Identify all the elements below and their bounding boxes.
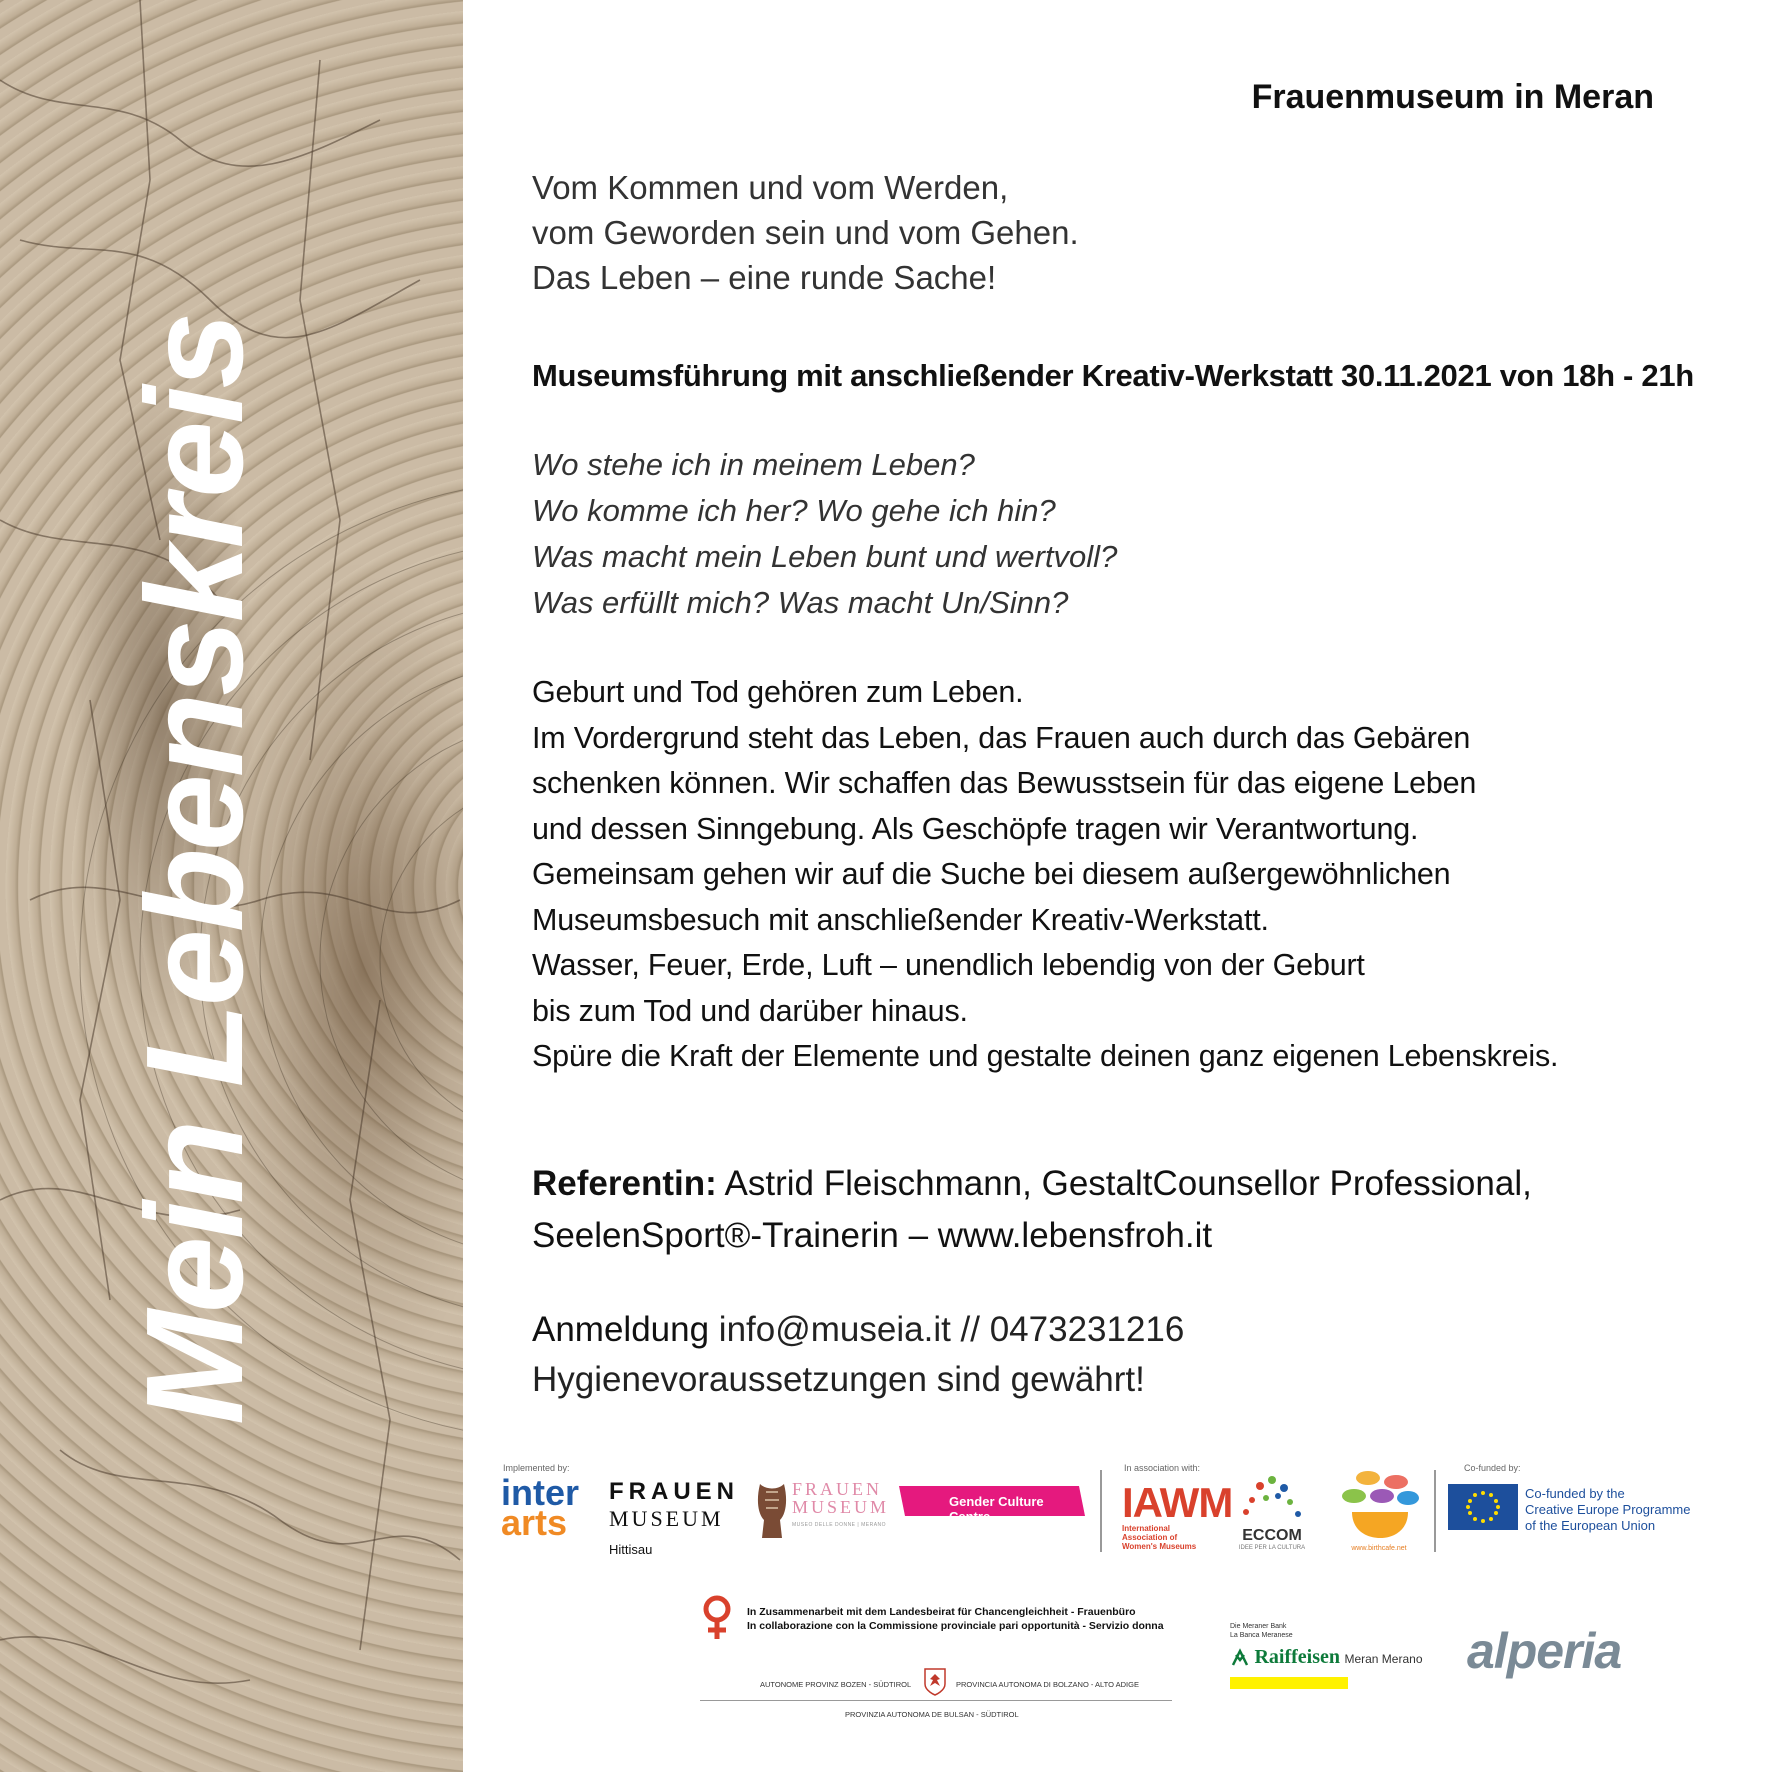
landesbeirat-text (747, 1605, 1164, 1633)
referent-name: Astrid Fleischmann, GestaltCounsellor Professional, (716, 1164, 1532, 1203)
intro-line: Das Leben – eine runde Sache! (532, 259, 997, 296)
eu-text-line: Creative Europe Programme (1525, 1502, 1691, 1517)
description-line: Geburt und Tod gehören zum Leben. (532, 675, 1024, 709)
frauenmuseum-meran-logo (752, 1479, 890, 1542)
provinz-right: PROVINCIA AUTONOMA DI BOLZANO - ALTO ADIGE (956, 1680, 1139, 1689)
iawm-logo (1122, 1479, 1233, 1551)
museum-name: Frauenmuseum in Meran (1251, 78, 1654, 116)
raiffeisen-gable-icon (1230, 1647, 1250, 1667)
provinz-left: AUTONOME PROVINZ BOZEN - SÜDTIROL (760, 1680, 912, 1689)
provinz-rule (700, 1700, 1172, 1701)
gender-culture-label: Gender Culture Centre (949, 1494, 1044, 1524)
implemented-by-label: Implemented by: (503, 1463, 570, 1473)
intro-line: Vom Kommen und vom Werden, (532, 169, 1009, 206)
question-line: Was macht mein Leben bunt und wertvoll? (532, 539, 1118, 574)
frauenmuseum-hittisau-word-1: FRAUEN (609, 1478, 739, 1505)
eu-funding-text (1525, 1486, 1690, 1534)
female-symbol-icon (700, 1595, 734, 1647)
raiffeisen-wordmark: Raiffeisen (1254, 1646, 1340, 1668)
referent-title: SeelenSport®-Trainerin – www.lebensfroh.it (532, 1216, 1213, 1255)
wood-texture-panel (0, 0, 463, 1772)
frauenmuseum-meran-word-2: MUSEUM (792, 1497, 890, 1517)
description-line: Im Vordergrund steht das Leben, das Frauen auch durch das Gebären (532, 720, 1471, 755)
eu-flag-icon (1448, 1484, 1518, 1530)
provinz-eagle-icon (924, 1668, 946, 1696)
description-line: Wasser, Feuer, Erde, Luft – unendlich lebendig von der Geburt (532, 948, 1365, 982)
iawm-sub: International Association of Women's Museums (1122, 1524, 1197, 1551)
vertical-title: Mein Lebenskreis (118, 314, 272, 1426)
description-line: Museumsbesuch mit anschließender Kreativ-Werkstatt. (532, 902, 1269, 937)
frauenmuseum-hittisau-word-2: MUSEUM (609, 1506, 724, 1531)
intro-text (532, 165, 1079, 300)
speech-bubbles-cup-icon (1338, 1468, 1420, 1540)
event-line: Museumsführung mit anschließender Kreativ-Werkstatt 30.11.2021 von 18h - 21h (532, 358, 1694, 393)
alperia-logo: alperia (1467, 1623, 1622, 1679)
landesbeirat-line-de: In Zusammenarbeit mit dem Landesbeirat für Chancengleichheit - Frauenbüro (747, 1606, 1136, 1618)
provinz-logo (700, 1668, 1172, 1730)
description-line: schenken können. Wir schaffen das Bewusstsein für das eigene Leben (532, 766, 1477, 800)
raiffeisen-small-1: Die Meraner Bank (1230, 1623, 1287, 1630)
eu-text-line: of the European Union (1525, 1518, 1656, 1533)
description-line: und dessen Sinngebung. Als Geschöpfe tragen wir Verantwortung. (532, 811, 1419, 846)
interarts-word-1: inter (501, 1472, 580, 1513)
eccom-logo (1232, 1468, 1312, 1551)
eccom-wordmark: ECCOM (1242, 1527, 1302, 1544)
description-line: Spüre die Kraft der Elemente und gestalte deinen ganz eigenen Lebenskreis. (532, 1039, 1559, 1073)
description-block (532, 670, 1558, 1080)
raiffeisen-yellow-bar (1230, 1677, 1348, 1689)
intro-line: vom Geworden sein und vom Gehen. (532, 214, 1079, 251)
question-line: Wo stehe ich in meinem Leben? (532, 447, 975, 482)
frauenmuseum-meran-sub: MUSEO DELLE DONNE | MERANO (792, 1522, 887, 1528)
raiffeisen-small-2: La Banca Meranese (1230, 1632, 1293, 1639)
description-line: Gemeinsam gehen wir auf die Suche bei diesem außergewöhnlichen (532, 857, 1451, 891)
hygiene-note: Hygienevoraussetzungen sind gewährt! (532, 1360, 1145, 1399)
logo-divider (1100, 1470, 1102, 1552)
question-line: Was erfüllt mich? Was macht Un/Sinn? (532, 585, 1069, 620)
landesbeirat-line-it: In collaborazione con la Commissione provinciale pari opportunità - Servizio donna (747, 1620, 1164, 1632)
birthcafe-logo (1338, 1468, 1420, 1554)
iawm-wordmark: IAWM (1122, 1479, 1233, 1526)
frauenmuseum-meran-word-1: FRAUEN (792, 1479, 883, 1499)
landesbeirat-logo (700, 1595, 734, 1652)
tree-icon (1232, 1468, 1312, 1526)
referent-block (532, 1158, 1532, 1262)
corset-icon (752, 1480, 792, 1542)
registration-label: Anmeldung (532, 1310, 710, 1349)
co-funded-label: Co-funded by: (1464, 1463, 1521, 1473)
registration-contact: info@museia.it // 0473231216 (709, 1310, 1185, 1349)
raiffeisen-city: Meran Merano (1344, 1652, 1423, 1666)
gender-culture-centre-logo (899, 1486, 1085, 1524)
eu-text-line: Co-funded by the (1525, 1486, 1625, 1501)
questions-block (532, 442, 1117, 626)
provinz-bottom: PROVINZIA AUTONOMA DE BULSAN - SÜDTIROL (845, 1710, 1019, 1719)
eccom-sub: IDEE PER LA CULTURA (1238, 1545, 1306, 1551)
referent-label: Referentin: (532, 1164, 717, 1203)
frauenmuseum-hittisau-logo (609, 1478, 739, 1557)
description-line: bis zum Tod und darüber hinaus. (532, 993, 968, 1028)
interarts-word-2: arts (501, 1502, 568, 1543)
eu-flag-logo (1448, 1484, 1518, 1535)
raiffeisen-logo (1230, 1622, 1430, 1689)
registration-block (532, 1305, 1184, 1405)
hittisau-label: Hittisau (609, 1542, 653, 1557)
question-line: Wo komme ich her? Wo gehe ich hin? (532, 493, 1056, 528)
logo-divider (1434, 1470, 1436, 1552)
interarts-logo (501, 1472, 580, 1543)
in-association-label: In association with: (1124, 1463, 1201, 1473)
birthcafe-url: www.birthcafe.net (1351, 1545, 1407, 1552)
